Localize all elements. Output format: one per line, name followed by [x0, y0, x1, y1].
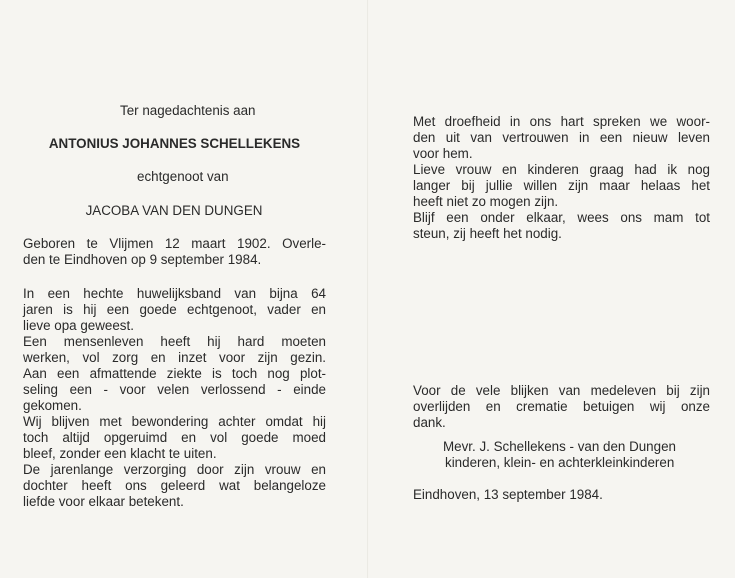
body-line: lieve opa geweest.: [23, 318, 134, 333]
body-line: gekomen.: [23, 398, 82, 413]
body-line: Wij blijven met bewondering achter omdat hij: [23, 414, 326, 429]
verse-line: langer bij jullie willen zijn maar helaas het: [413, 178, 710, 193]
body-line: Aan een afmattende ziekte is toch nog plot-: [23, 366, 326, 381]
verse-line: Lieve vrouw en kinderen graag had ik nog: [413, 162, 710, 177]
body-line: bleef, zonder een klacht te uiten.: [23, 446, 217, 461]
body-line: seling een - voor velen verlossend - einde: [23, 382, 326, 397]
body-line: liefde voor elkaar betekent.: [23, 494, 184, 509]
verse-line: voor hem.: [413, 146, 473, 161]
verse-line: Met droefheid in ons hart spreken we woor-: [413, 114, 710, 129]
body-line: den te Eindhoven op 9 september 1984.: [23, 252, 262, 267]
body-line: dochter heeft ons geleerd wat belangeloze: [23, 478, 326, 493]
body-line: jaren is hij een goede echtgenoot, vader en: [23, 302, 326, 317]
thanks-line: Voor de vele blijken van medeleven bij zijn: [413, 383, 710, 398]
body-line: toch altijd opgeruimd en vol goede moed: [23, 430, 326, 445]
place-date: Eindhoven, 13 september 1984.: [413, 487, 603, 502]
verse-line: den uit van vertrouwen in een nieuw leven: [413, 130, 710, 145]
spouse-intro: echtgenoot van: [137, 169, 229, 184]
body-line: Geboren te Vlijmen 12 maart 1902. Overle-: [23, 236, 326, 251]
card-fold: [367, 0, 369, 578]
spouse-name: JACOBA VAN DEN DUNGEN: [85, 203, 263, 218]
family-signature: kinderen, klein- en achterkleinkinderen: [445, 455, 675, 470]
deceased-name: ANTONIUS JOHANNES SCHELLEKENS: [48, 136, 301, 151]
body-line: In een hechte huwelijksband van bijna 64: [23, 286, 326, 301]
verse-line: Blijf een onder elkaar, wees ons mam tot: [413, 210, 710, 225]
body-line: De jarenlange verzorging door zijn vrouw en: [23, 462, 326, 477]
thanks-line: dank.: [413, 415, 446, 430]
verse-line: heeft niet zo mogen zijn.: [413, 194, 559, 209]
verse-line: steun, zij heeft het nodig.: [413, 226, 562, 241]
body-line: Een mensenleven heeft hij hard moeten: [23, 334, 326, 349]
body-line: werken, vol zorg en inzet voor zijn gezin.: [23, 350, 326, 365]
family-signature: Mevr. J. Schellekens - van den Dungen: [443, 439, 676, 454]
thanks-line: overlijden en crematie betuigen wij onze: [413, 399, 710, 414]
intro-text: Ter nagedachtenis aan: [120, 103, 256, 118]
